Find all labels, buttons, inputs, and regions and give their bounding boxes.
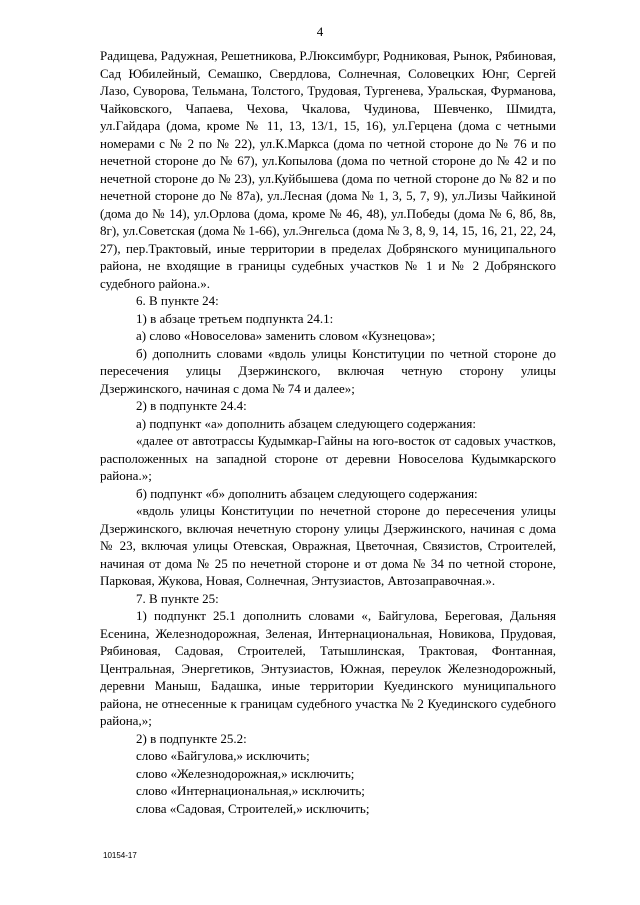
paragraph-item-6-1: 1) в абзаце третьем подпункта 24.1: — [136, 310, 334, 326]
paragraph-item-6: 6. В пункте 24: — [136, 293, 219, 308]
paragraph-item-6-2-a: а) подпункт «а» дополнить абзацем следующего содержания: — [136, 415, 476, 431]
document-code: 10154-17 — [103, 851, 137, 860]
paragraph-item-6-2: 2) в подпункте 24.4: — [136, 398, 247, 413]
paragraph-exclude-2: слово «Железнодорожная,» исключить; — [136, 765, 355, 781]
paragraph-exclude-3: слово «Интернациональная,» исключить; — [136, 783, 365, 798]
paragraph-item-7-1: 1) подпункт 25.1 дополнить словами «, Байгулова, Береговая, Дальняя Есенина, Железнодорожная, Зеленая, Интернациональная, Новикова, Прудовая, Рябиновая, Садовая, Строителей, Татышлинская, Трактовая, Фонтанная, Центральная, Энергетиков, Энтузиастов, Южная, переулок Железнодорожный, деревни Маныш, Бадашка, иные территории Куединского муниципального района, не отнесенные к границам судебного участка № 2 Куединского судебного района,»; — [100, 608, 556, 728]
paragraph-quote-b: «вдоль улицы Конституции по нечетной стороне до пересечения улицы Дзержинского, включая нечетную сторону улицы Дзержинского, начиная с дома № 23, включая улицы Отевская, Овражная, Цветочная, Связистов, Строителей, начиная от дома № 25 по нечетной стороне и от дома № 34 по четной стороне, Парковая, Жукова, Новая, Солнечная, Энтузиастов, Автозаправочная.». — [100, 503, 556, 588]
paragraph-item-7: 7. В пункте 25: — [136, 590, 219, 606]
paragraph-street-list: Радищева, Радужная, Решетникова, Р.Люксимбург, Родниковая, Рынок, Рябиновая, Сад Юбилейный, Семашко, Свердлова, Солнечная, Соловецких Юнг, Сергей Лазо, Суворова, Тельмана, Толстого, Трудовая, Тургенева, Уральская, Фурманова, Чайковского, Чапаева, Чехова, Чкалова, Чудинова, Шевченко, Шмидта, ул.Гайдара (дома, кроме № 11, 13, 13/1, 15, 16), ул.Герцена (дома с четными номерами с № 2 по № 22), ул.К.Маркса (дома по четной стороне до № 76 и по нечетной стороне до № 67), ул.Копылова (дома по четной стороне до № 42 и по нечетной стороне до № 23), ул.Куйбышева (дома по четной стороне до № 82 и по нечетной стороне до № 87а), ул.Лесная (дома № 1, 3, 5, 7, 9), ул.Лизы Чайкиной (дома до № 14), ул.Орлова (дома, кроме № 46, 48), ул.Победы (дома № 6, 8б, 8в, 8г), ул.Советская (дома № 1-66), ул.Энгельса (дома № 3, 8, 9, 14, 15, 16, 21, 22, 24, 27), пер.Трактовый, иные территории в пределах Добрянского муниципального района, не входящие в границы судебных участков № 1 и № 2 Добрянского судебного района.». — [100, 48, 557, 291]
paragraph-item-7-2: 2) в подпункте 25.2: — [136, 730, 247, 746]
paragraph-item-6-1-a: а) слово «Новоселова» заменить словом «Кузнецова»; — [136, 328, 436, 343]
paragraph-item-6-2-b: б) подпункт «б» дополнить абзацем следующего содержания: — [136, 485, 478, 501]
paragraph-exclude-4: слова «Садовая, Строителей,» исключить; — [136, 800, 370, 816]
paragraph-item-6-1-b: б) дополнить словами «вдоль улицы Конституции по четной стороне до пересечения улицы Дзержинского, включая четную сторону улицы Дзержинского, начиная с дома № 74 и далее»; — [100, 345, 556, 396]
paragraph-exclude-1: слово «Байгулова,» исключить; — [136, 748, 310, 763]
document-body — [100, 47, 556, 817]
paragraph-quote-a: «далее от автотрассы Кудымкар-Гайны на юго-восток от садовых участков, расположенных на западной стороне от деревни Новоселова Кудымкарского района.»; — [100, 433, 556, 483]
page-number: 4 — [316, 24, 324, 39]
